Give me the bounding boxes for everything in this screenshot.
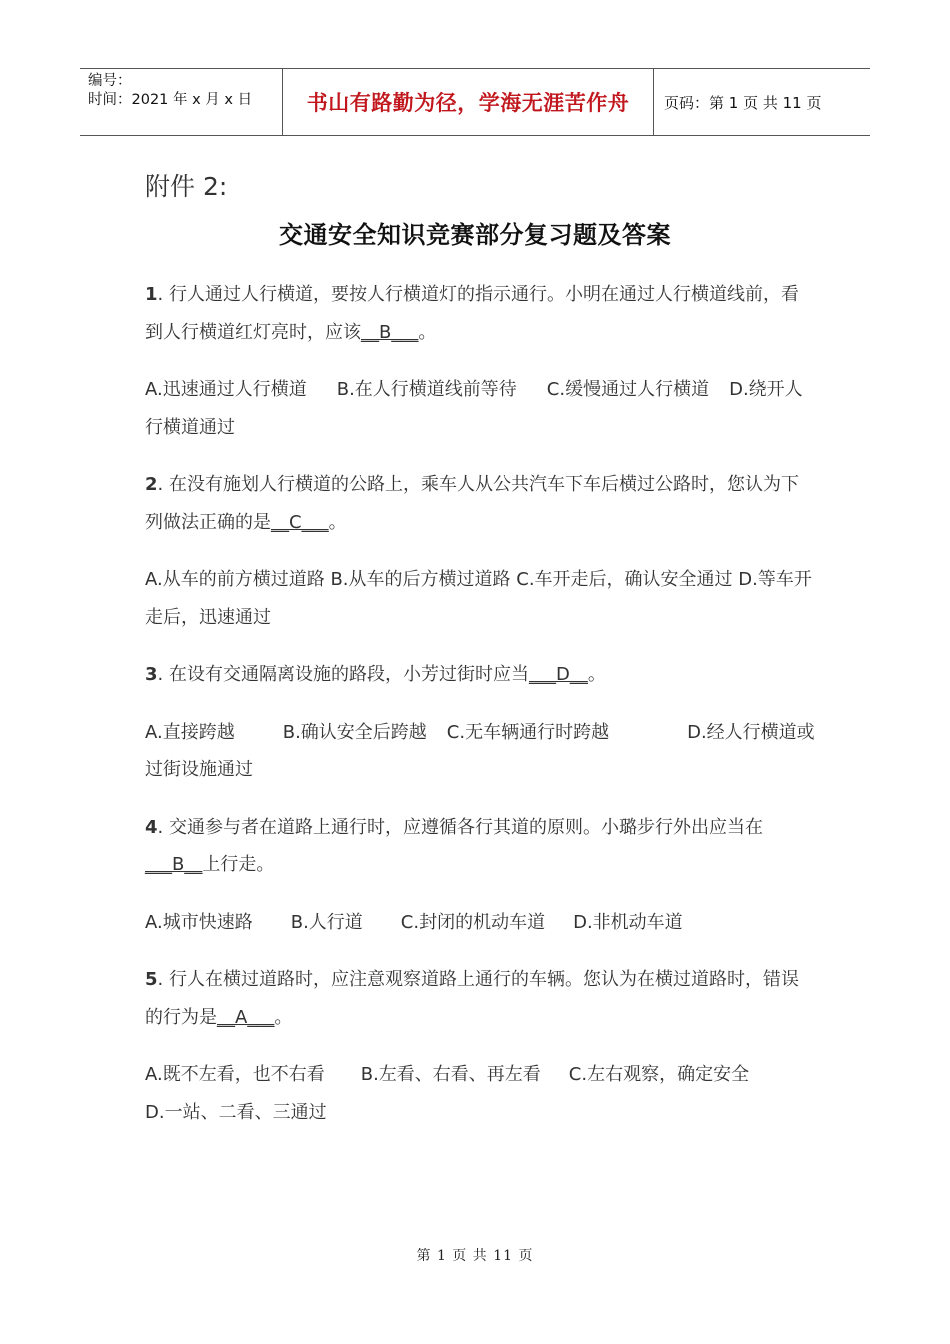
header-page-info: 页码：第 1 页 共 11 页 — [664, 93, 822, 112]
answer-blank: __A___ — [217, 1006, 275, 1028]
option-a: A.城市快速路 — [145, 911, 253, 933]
question-text: . 行人通过人行横道，要按人行横道灯的指示通行。小明在通过人行横道线前，看到人行横道红灯亮时，应该 — [145, 284, 799, 343]
answer-blank: __B___ — [361, 321, 419, 343]
question-options — [145, 371, 815, 446]
option-d: D.经人行横道或过街设施通过 — [145, 721, 815, 780]
question-number: 1 — [145, 284, 158, 305]
question — [145, 961, 815, 1036]
question-text-end: 上行走。 — [202, 854, 275, 875]
question-text: . 行人在横过道路时，应注意观察道路上通行的车辆。您认为在横过道路时，错误的行为是 — [145, 969, 799, 1028]
option-b: B.在人行横道线前等待 — [336, 379, 517, 400]
option-a: A.既不左看，也不右看 — [145, 1064, 325, 1085]
header-motto: 书山有路勤为径，学海无涯苦作舟 — [282, 69, 654, 135]
question-number: 5 — [145, 969, 158, 990]
header-table — [80, 68, 870, 136]
question-options — [145, 714, 815, 789]
question — [145, 809, 815, 884]
option-d: D.一站、二看、三通过 — [145, 1101, 327, 1123]
question-text: . 交通参与者在道路上通行时，应遵循各行其道的原则。小璐步行外出应当在 — [157, 816, 763, 838]
question-options — [145, 904, 815, 942]
question — [145, 656, 815, 694]
option-b: B.人行道 — [290, 911, 363, 933]
question-number: 3 — [145, 664, 158, 685]
question-options — [145, 561, 815, 636]
option-d: D.等车开走后，迅速通过 — [145, 569, 812, 628]
option-c: C.缓慢通过人行横道 — [546, 379, 710, 400]
question-text: . 在没有施划人行横道的公路上，乘车人从公共汽车下车后横过公路时，您认为下列做法正确的是 — [145, 474, 799, 533]
option-a: A.迅速通过人行横道 — [145, 379, 307, 400]
question — [145, 466, 815, 541]
header-meta-cell — [80, 69, 282, 135]
option-b: B.确认安全后跨越 — [282, 721, 427, 743]
option-b: B.左看、右看、再左看 — [360, 1064, 541, 1085]
page-footer: 第 1 页 共 11 页 — [416, 1248, 534, 1264]
answer-blank: ___B__ — [145, 854, 203, 875]
attachment-label: 附件 2: — [145, 172, 228, 201]
question-list — [145, 276, 815, 1151]
document-title: 交通安全知识竞赛部分复习题及答案 — [279, 221, 671, 249]
option-b: B.从车的后方横过道路 — [330, 569, 511, 590]
question — [145, 276, 815, 351]
option-d: D.非机动车道 — [573, 911, 683, 933]
question-text-end: 。 — [418, 321, 437, 343]
option-c: C.左右观察，确定安全 — [568, 1064, 750, 1085]
option-c: C.车开走后，确认安全通过 — [516, 569, 733, 590]
option-d: D.绕开人行横道通过 — [145, 379, 803, 438]
question-text-end: 。 — [328, 511, 347, 533]
option-a: A.直接跨越 — [145, 721, 235, 743]
question-number: 2 — [145, 474, 158, 495]
answer-blank: ___D__ — [528, 664, 588, 685]
serial-label: 编号： — [88, 73, 132, 89]
question-options — [145, 1056, 815, 1131]
date-label: 时间：2021 年 x 月 x 日 — [88, 92, 253, 108]
option-a: A.从车的前方横过道路 — [145, 569, 325, 590]
question-number: 4 — [145, 816, 158, 838]
question-text-end: 。 — [587, 664, 606, 685]
question-text-end: 。 — [274, 1006, 293, 1028]
option-c: C.无车辆通行时跨越 — [446, 721, 610, 743]
answer-blank: __C___ — [271, 511, 329, 533]
question-text: . 在设有交通隔离设施的路段，小芳过街时应当 — [157, 664, 529, 685]
option-c: C.封闭的机动车道 — [400, 911, 546, 933]
